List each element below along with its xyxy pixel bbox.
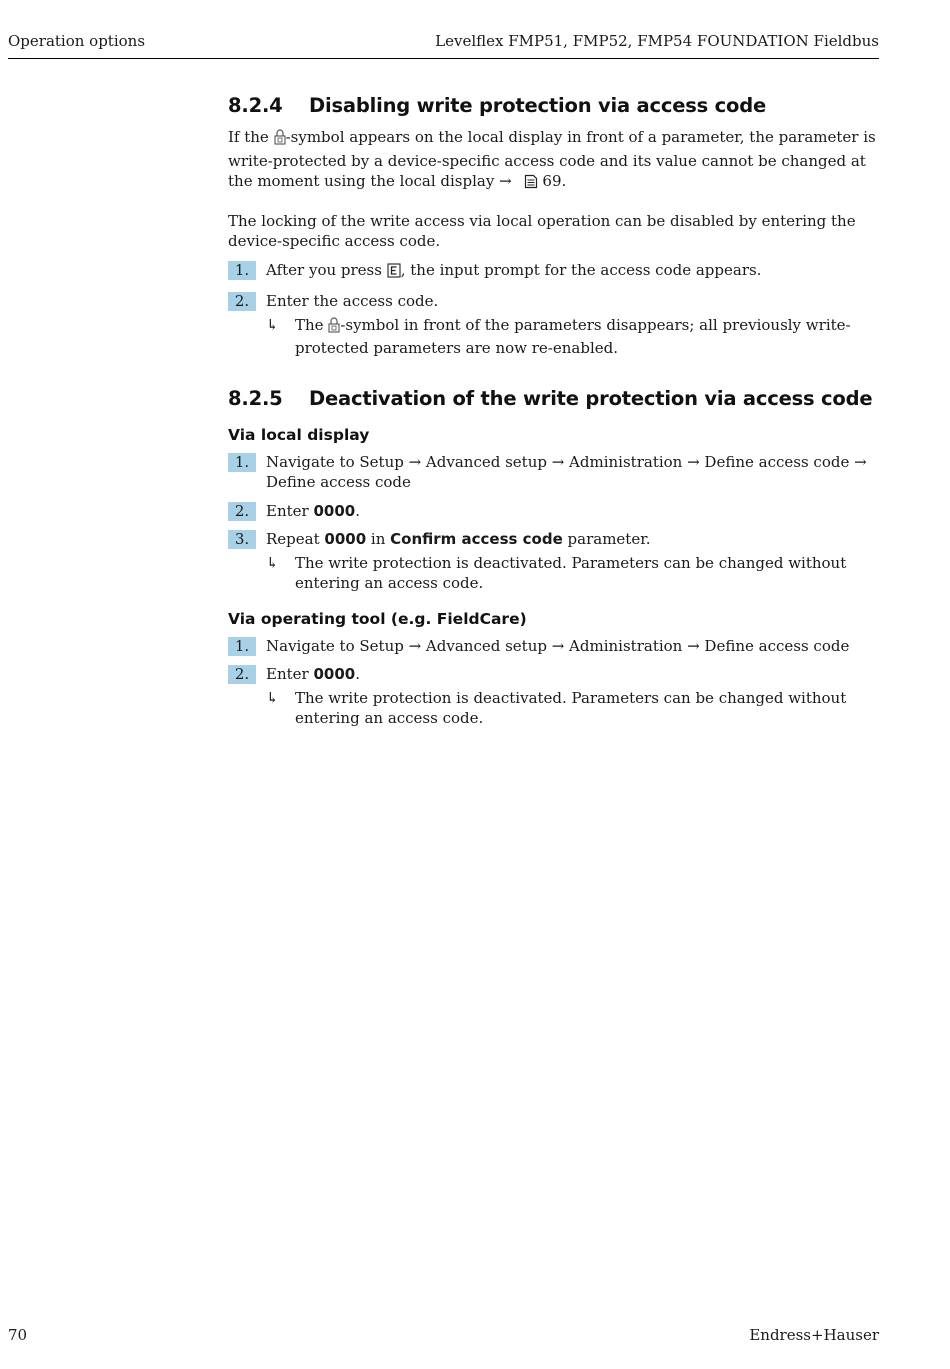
text: , the input prompt for the access code appears.	[400, 260, 762, 279]
result-text: The write protection is deactivated. Parameters can be changed without entering an access code.	[295, 553, 847, 592]
result-arrow-icon: ↳	[266, 315, 279, 334]
list-item	[228, 501, 878, 522]
list-item	[228, 664, 878, 729]
text: Repeat	[266, 530, 325, 548]
header-document-title: Levelflex FMP51, FMP52, FMP54 FOUNDATION Fieldbus	[435, 32, 879, 50]
steps-disable-write-protection	[228, 260, 878, 359]
page-reference-icon	[524, 174, 538, 195]
step-number-badge: 1.	[228, 453, 256, 472]
text: Enter	[266, 665, 314, 683]
list-item	[228, 291, 878, 359]
lock-icon	[274, 128, 286, 151]
text: After you press	[266, 260, 387, 279]
list-item	[228, 529, 878, 594]
page-header	[8, 30, 879, 59]
list-item	[228, 636, 878, 657]
code-value: 0000	[313, 501, 356, 520]
text: Enter	[266, 501, 314, 520]
text: If the	[228, 128, 274, 146]
steps-operating-tool	[228, 636, 878, 729]
step-result	[266, 688, 878, 729]
list-item	[228, 452, 878, 493]
subheading-operating-tool: Via operating tool (e.g. FieldCare)	[228, 609, 527, 628]
page-content	[228, 94, 878, 729]
text: -symbol in front of the parameters disappears; all previously write-protected parameters are now re-enabled.	[295, 315, 851, 357]
text: -symbol appears on the local display in front of a parameter, the parameter is write-protected by a device-specific access code and its value cannot be changed at the moment using the local display →	[228, 128, 876, 190]
parameter-name: Confirm access code	[390, 530, 563, 548]
result-text: The write protection is deactivated. Parameters can be changed without entering an access code.	[295, 688, 847, 727]
section-number: 8.2.5	[228, 386, 283, 410]
steps-local-display	[228, 452, 878, 594]
page-number: 70	[8, 1326, 28, 1344]
list-item	[228, 260, 878, 284]
header-section-title: Operation options	[8, 32, 146, 50]
section-heading-8-2-5	[228, 387, 878, 410]
step-number-badge: 1.	[228, 637, 256, 656]
text: The	[295, 315, 329, 334]
code-value: 0000	[324, 530, 367, 548]
text: .	[355, 665, 360, 683]
step-text: Enter the access code.	[266, 292, 439, 310]
step-number-badge: 2.	[228, 292, 256, 311]
paragraph-lock-symbol	[228, 127, 878, 195]
step-number-badge: 1.	[228, 261, 256, 280]
text: parameter.	[562, 530, 651, 548]
step-result	[266, 315, 878, 359]
step-text: Navigate to Setup → Advanced setup → Administration → Define access code → Define access code	[266, 452, 867, 491]
section-heading-8-2-4	[228, 94, 878, 117]
text: .	[355, 501, 360, 520]
step-result	[266, 553, 878, 594]
section-number: 8.2.4	[228, 94, 283, 117]
result-arrow-icon: ↳	[266, 688, 279, 707]
page-reference[interactable]: 69.	[542, 172, 567, 190]
subheading-local-display: Via local display	[228, 425, 370, 444]
lock-icon	[328, 316, 340, 339]
result-arrow-icon: ↳	[266, 553, 279, 572]
enter-key-icon	[387, 263, 401, 284]
step-number-badge: 2.	[228, 502, 256, 521]
section-title: Disabling write protection via access code	[309, 94, 766, 117]
step-text: Navigate to Setup → Advanced setup → Administration → Define access code	[266, 636, 850, 655]
step-number-badge: 3.	[228, 530, 256, 549]
text: in	[366, 530, 391, 548]
step-number-badge: 2.	[228, 665, 256, 684]
paragraph-disable-locking: The locking of the write access via local operation can be disabled by entering the device-specific access code.	[228, 211, 856, 250]
code-value: 0000	[313, 665, 356, 683]
footer-brand: Endress+Hauser	[749, 1326, 879, 1344]
section-title: Deactivation of the write protection via access code	[309, 386, 873, 410]
